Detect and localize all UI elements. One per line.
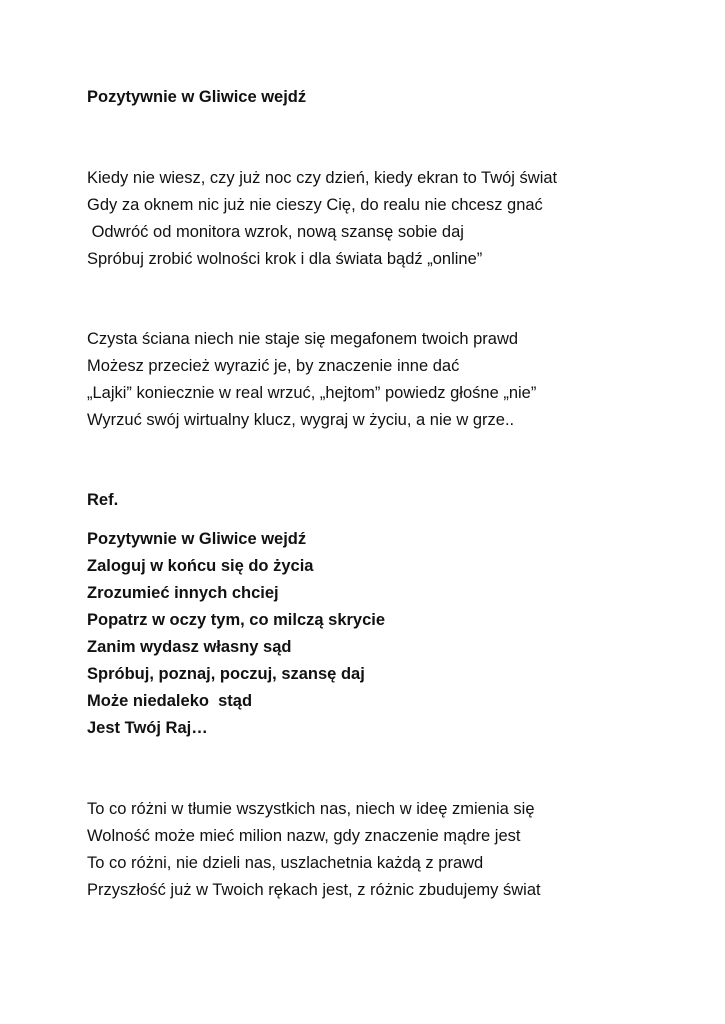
refrain-line: Spróbuj, poznaj, poczuj, szansę daj [87, 665, 365, 683]
verse-line: „Lajki” koniecznie w real wrzuć, „hejtom” powiedz głośne „nie” [87, 384, 537, 402]
refrain-line: Popatrz w oczy tym, co milczą skrycie [87, 611, 386, 629]
refrain-label: Ref. [87, 491, 119, 509]
refrain-line: Jest Twój Raj… [87, 719, 208, 737]
refrain-line: Pozytywnie w Gliwice wejdź [87, 530, 307, 548]
verse-line: To co różni w tłumie wszystkich nas, niech w ideę zmienia się [87, 800, 535, 818]
verse-line: Odwróć od monitora wzrok, nową szansę sobie daj [87, 223, 464, 241]
refrain [87, 526, 385, 742]
stanza-1 [87, 165, 557, 273]
verse-line: Wyrzuć swój wirtualny klucz, wygraj w życiu, a nie w grze.. [87, 411, 515, 429]
stanza-3 [87, 796, 541, 904]
stanza-2 [87, 326, 536, 434]
verse-line: Wolność może mieć milion nazw, gdy znaczenie mądre jest [87, 827, 521, 845]
verse-line: Przyszłość już w Twoich rękach jest, z różnic zbudujemy świat [87, 881, 541, 899]
verse-line: To co różni, nie dzieli nas, uszlachetnia każdą z prawd [87, 854, 484, 872]
refrain-line: Zrozumieć innych chciej [87, 584, 279, 602]
verse-line: Gdy za oknem nic już nie cieszy Cię, do realu nie chcesz gnać [87, 196, 543, 214]
refrain-line: Może niedaleko stąd [87, 692, 253, 710]
verse-line: Możesz przecież wyrazić je, by znaczenie inne dać [87, 357, 460, 375]
verse-line: Spróbuj zrobić wolności krok i dla świata bądź „online” [87, 250, 483, 268]
verse-line: Kiedy nie wiesz, czy już noc czy dzień, kiedy ekran to Twój świat [87, 169, 558, 187]
refrain-line: Zanim wydasz własny sąd [87, 638, 292, 656]
refrain-line: Zaloguj w końcu się do życia [87, 557, 314, 575]
song-title: Pozytywnie w Gliwice wejdź [87, 88, 307, 106]
verse-line: Czysta ściana niech nie staje się megafonem twoich prawd [87, 330, 519, 348]
